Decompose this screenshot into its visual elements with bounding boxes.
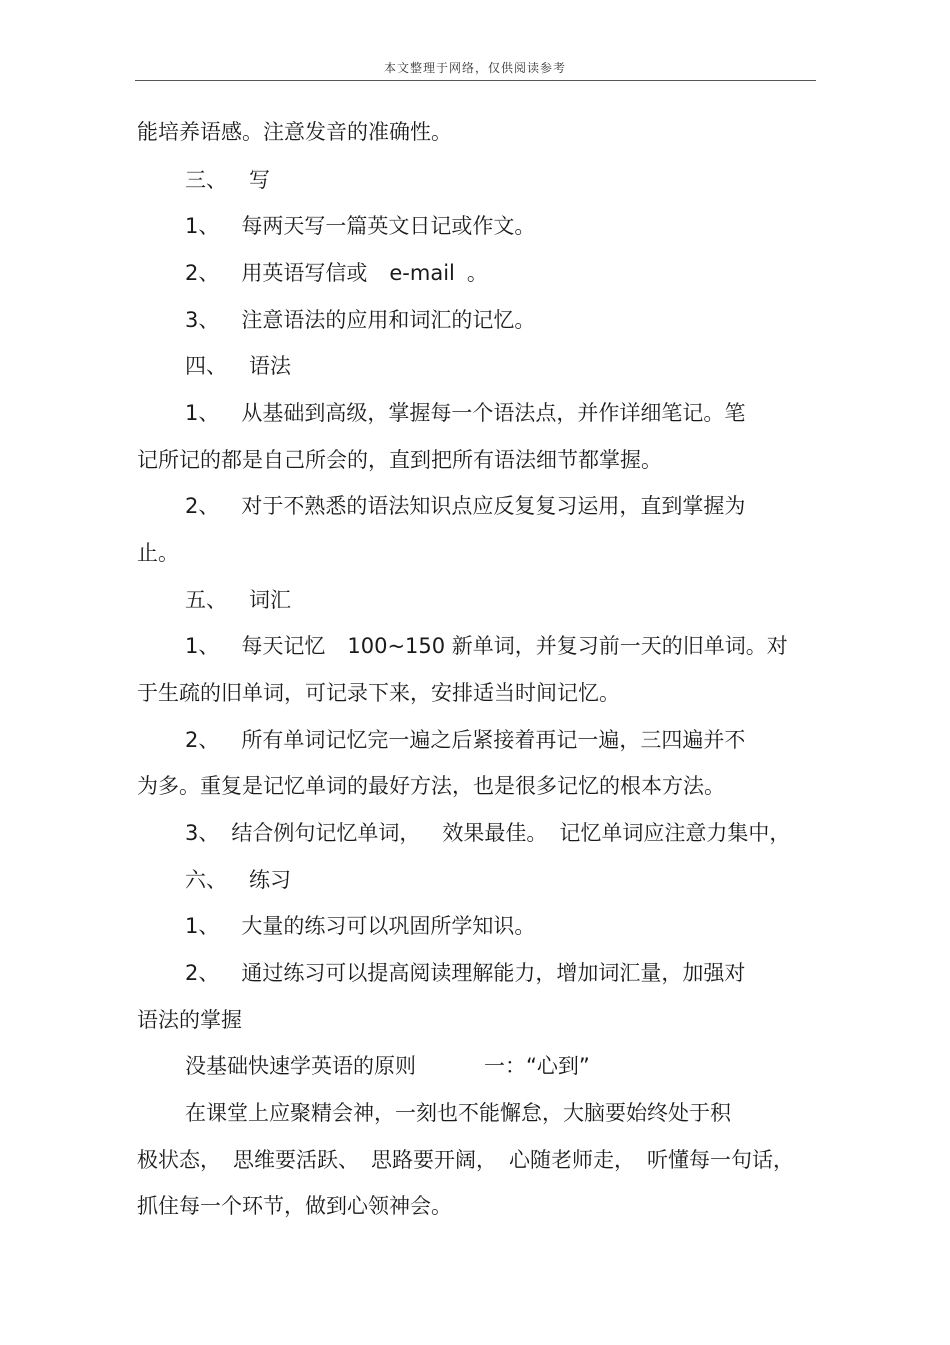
text-line: 能培养语感。注意发音的准确性。 [137, 120, 452, 144]
section-heading-grammar: 四、 语法 [185, 354, 291, 378]
section-heading-practice: 六、 练习 [185, 868, 291, 892]
list-item: 1、 每天记忆 100~150 新单词，并复习前一天的旧单词。对 [185, 634, 788, 658]
section-heading-write: 三、 写 [185, 168, 270, 192]
list-item: 2、 对于不熟悉的语法知识点应反复复习运用，直到掌握为 [185, 494, 746, 518]
list-item: 2、 所有单词记忆完一遍之后紧接着再记一遍，三四遍并不 [185, 728, 746, 752]
text-line: 记所记的都是自己所会的，直到把所有语法细节都掌握。 [137, 448, 662, 472]
text-line: 极状态， 思维要活跃、 思路要开阔， 心随老师走， 听懂每一句话， [137, 1148, 794, 1172]
list-item: 2、 用英语写信或 e-mail 。 [185, 261, 488, 285]
list-item: 3、 结合例句记忆单词， 效果最佳。 记忆单词应注意力集中， [185, 821, 791, 845]
principle-title: 没基础快速学英语的原则 一：“心到” [185, 1054, 590, 1078]
page-header-note: 本文整理于网络，仅供阅读参考 [383, 61, 566, 75]
list-item: 1、 从基础到高级，掌握每一个语法点，并作详细笔记。笔 [185, 401, 746, 425]
text-line: 语法的掌握 [137, 1008, 242, 1032]
text-line: 为多。重复是记忆单词的最好方法，也是很多记忆的根本方法。 [137, 774, 725, 798]
list-item: 1、 大量的练习可以巩固所学知识。 [185, 914, 536, 938]
text-line: 抓住每一个环节，做到心领神会。 [137, 1194, 452, 1218]
text-line: 于生疏的旧单词，可记录下来，安排适当时间记忆。 [137, 681, 620, 705]
list-item: 2、 通过练习可以提高阅读理解能力，增加词汇量，加强对 [185, 961, 746, 985]
text-line: 止。 [137, 541, 179, 565]
list-item: 3、 注意语法的应用和词汇的记忆。 [185, 308, 536, 332]
section-heading-vocabulary: 五、 词汇 [185, 588, 291, 612]
list-item: 1、 每两天写一篇英文日记或作文。 [185, 214, 536, 238]
text-line: 在课堂上应聚精会神，一刻也不能懈怠，大脑要始终处于积 [185, 1101, 731, 1125]
header-divider [135, 80, 816, 81]
